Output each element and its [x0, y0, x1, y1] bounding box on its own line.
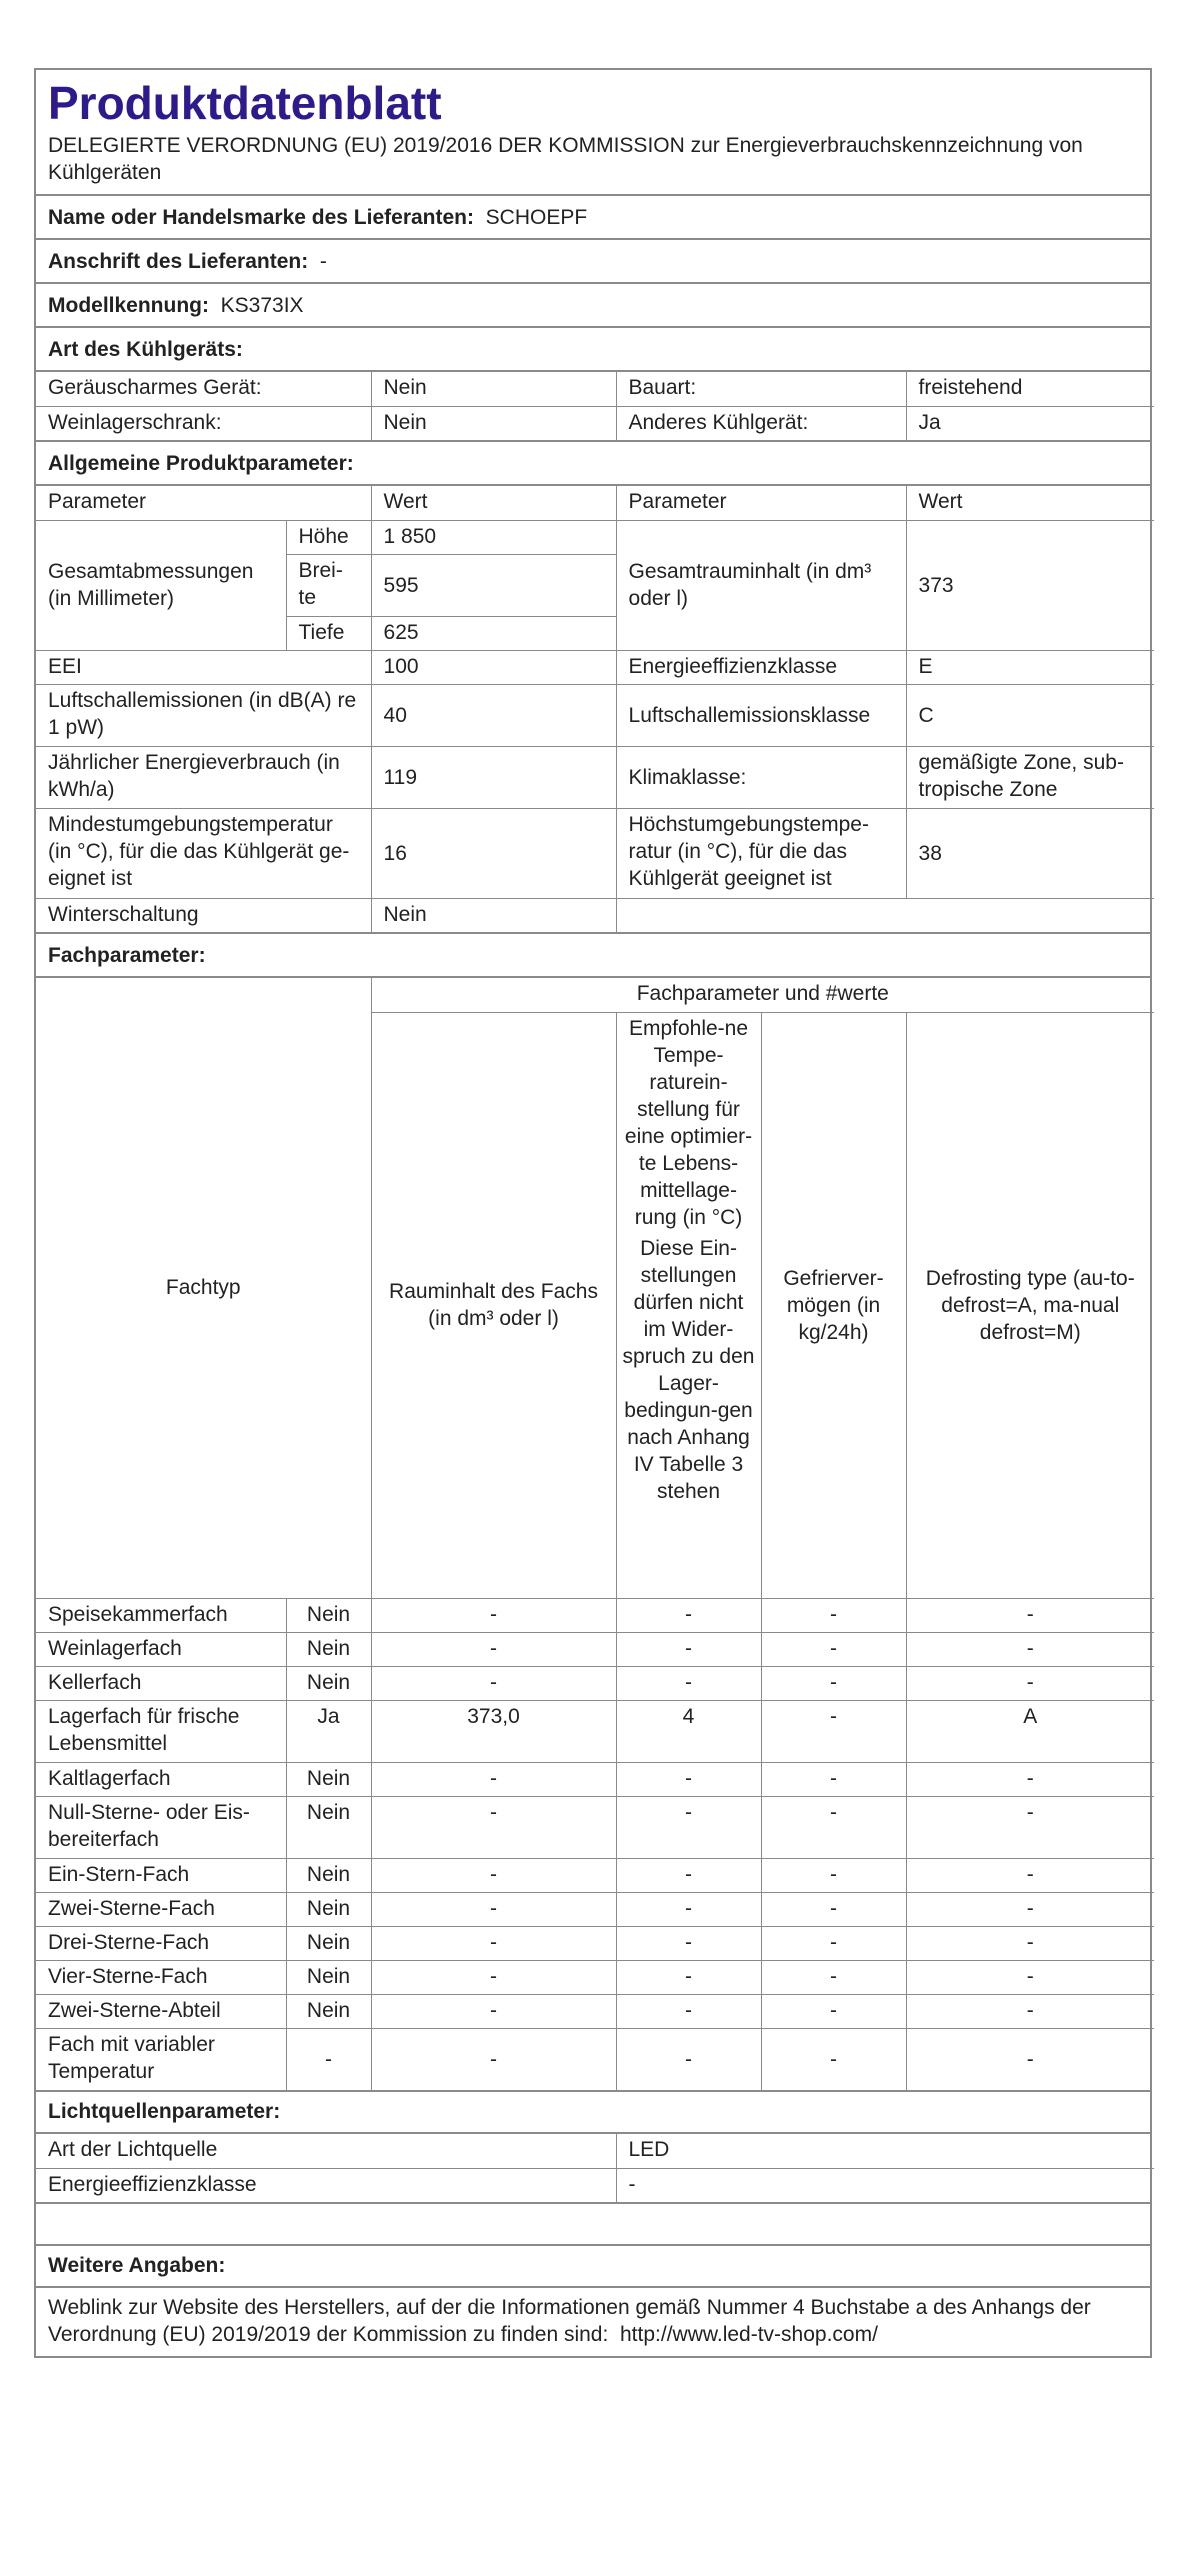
compartment-section-heading: Fachparameter: — [36, 934, 1150, 978]
compartment-volume: - — [371, 1858, 616, 1892]
light-label: Art der Lichtquelle — [36, 2134, 616, 2168]
winter-row — [36, 898, 1154, 932]
spacer-row — [36, 2204, 1150, 2246]
header-defrost: Defrosting type (au-to-defrost=A, ma-nual defrost=M) — [906, 1012, 1154, 1598]
param-value: E — [906, 650, 1154, 684]
header-parameter: Parameter — [36, 486, 371, 520]
compartment-name: Ein-Stern-Fach — [36, 1858, 286, 1892]
compartment-table — [36, 978, 1150, 2092]
compartment-name: Lagerfach für frische Lebensmittel — [36, 1700, 286, 1762]
light-label: Energieeffizienzklasse — [36, 2168, 616, 2202]
type-section-heading: Art des Kühlgeräts: — [36, 328, 1150, 372]
compartment-temp: - — [616, 1598, 761, 1632]
supplier-row — [36, 196, 1150, 240]
compartment-freeze: - — [761, 1598, 906, 1632]
compartment-group-row — [36, 978, 1154, 1012]
header-temp-cell — [616, 1012, 761, 1598]
light-value: LED — [616, 2134, 1154, 2168]
type-table — [36, 372, 1150, 442]
manufacturer-link[interactable]: http://www.led-tv-shop.com/ — [620, 2323, 878, 2346]
general-header-row — [36, 486, 1154, 520]
param-value: 100 — [371, 650, 616, 684]
volume-label: Gesamtrauminhalt (in dm³ oder l) — [616, 520, 906, 650]
param-value: C — [906, 684, 1154, 746]
header-block — [36, 70, 1150, 196]
compartment-present: Nein — [286, 1892, 371, 1926]
type-row — [36, 372, 1154, 406]
compartment-freeze: - — [761, 1700, 906, 1762]
param-value: 16 — [371, 808, 616, 898]
general-row — [36, 746, 1154, 808]
compartment-defrost: - — [906, 1858, 1154, 1892]
width-label: Brei-te — [286, 554, 371, 616]
page-subtitle: DELEGIERTE VERORDNUNG (EU) 2019/2016 DER KOMMISSION zur Energieverbrauchskennzeichnung von Kühlgeräten — [48, 134, 1083, 184]
compartment-present: Nein — [286, 1632, 371, 1666]
type-label: Geräuscharmes Gerät: — [36, 372, 371, 406]
compartment-name: Kaltlagerfach — [36, 1762, 286, 1796]
compartment-volume: - — [371, 2028, 616, 2090]
compartment-temp: - — [616, 1892, 761, 1926]
compartment-freeze: - — [761, 1858, 906, 1892]
param-value: 40 — [371, 684, 616, 746]
compartment-row — [36, 1598, 1154, 1632]
param-value: gemäßigte Zone, sub-tropische Zone — [906, 746, 1154, 808]
compartment-present: Nein — [286, 1858, 371, 1892]
light-row — [36, 2168, 1154, 2202]
compartment-present: Nein — [286, 1598, 371, 1632]
light-table — [36, 2134, 1150, 2204]
compartment-row — [36, 1858, 1154, 1892]
compartment-freeze: - — [761, 1892, 906, 1926]
header-value: Wert — [371, 486, 616, 520]
address-row — [36, 240, 1150, 284]
compartment-temp: - — [616, 1796, 761, 1858]
compartment-defrost: - — [906, 1994, 1154, 2028]
compartment-temp: - — [616, 1666, 761, 1700]
compartment-volume: - — [371, 1632, 616, 1666]
compartment-row — [36, 2028, 1154, 2090]
compartment-row — [36, 1762, 1154, 1796]
header-volume: Rauminhalt des Fachs (in dm³ oder l) — [371, 1012, 616, 1598]
param-value: 38 — [906, 808, 1154, 898]
general-row — [36, 808, 1154, 898]
compartment-freeze: - — [761, 1632, 906, 1666]
compartment-freeze: - — [761, 1960, 906, 1994]
more-section-heading: Weitere Angaben: — [36, 2246, 1150, 2288]
compartment-defrost: - — [906, 1796, 1154, 1858]
compartment-row — [36, 1994, 1154, 2028]
type-value: Ja — [906, 406, 1154, 440]
header-temp-note: Diese Ein-stellungen dürfen nicht im Wider-spruch zu den Lager-bedingun-gen nach Anhang IV Tabelle 3 stehen — [622, 1236, 755, 1503]
compartment-name: Zwei-Sterne-Abteil — [36, 1994, 286, 2028]
compartment-freeze: - — [761, 1796, 906, 1858]
compartment-defrost: - — [906, 1762, 1154, 1796]
compartment-present: - — [286, 2028, 371, 2090]
general-table — [36, 486, 1150, 934]
winter-label: Winterschaltung — [36, 898, 371, 932]
compartment-present: Ja — [286, 1700, 371, 1762]
more-info-block — [36, 2288, 1150, 2356]
compartment-name: Speisekammerfach — [36, 1598, 286, 1632]
type-label: Weinlagerschrank: — [36, 406, 371, 440]
compartment-temp: - — [616, 2028, 761, 2090]
compartment-volume: - — [371, 1994, 616, 2028]
param-label: Energieeffizienzklasse — [616, 650, 906, 684]
type-value: Nein — [371, 406, 616, 440]
header-parameter: Parameter — [616, 486, 906, 520]
param-label: Jährlicher Energieverbrauch (in kWh/a) — [36, 746, 371, 808]
compartment-volume: - — [371, 1598, 616, 1632]
compartment-name: Drei-Sterne-Fach — [36, 1926, 286, 1960]
type-value: Nein — [371, 372, 616, 406]
compartment-row — [36, 1960, 1154, 1994]
compartment-temp: - — [616, 1858, 761, 1892]
header-temp: Empfohle-ne Tempe-raturein-stellung für eine optimier-te Lebens-mittellage-rung (in °C) — [624, 1016, 753, 1229]
compartment-row — [36, 1632, 1154, 1666]
type-row — [36, 406, 1154, 440]
general-row — [36, 650, 1154, 684]
depth-label: Tiefe — [286, 616, 371, 650]
winter-value: Nein — [371, 898, 616, 932]
compartment-volume: - — [371, 1926, 616, 1960]
type-label: Bauart: — [616, 372, 906, 406]
light-section-heading: Lichtquellenparameter: — [36, 2092, 1150, 2134]
compartment-freeze: - — [761, 1762, 906, 1796]
supplier-value: SCHOEPF — [485, 206, 588, 229]
page-title: Produktdatenblatt — [48, 77, 442, 129]
compartment-temp: - — [616, 1960, 761, 1994]
compartment-volume: - — [371, 1762, 616, 1796]
header-freeze: Gefrierver-mögen (in kg/24h) — [761, 1012, 906, 1598]
model-value: KS373IX — [220, 294, 304, 317]
compartment-volume: - — [371, 1960, 616, 1994]
header-group: Fachparameter und #werte — [371, 978, 1154, 1012]
compartment-freeze: - — [761, 1926, 906, 1960]
compartment-temp: - — [616, 1926, 761, 1960]
compartment-name: Kellerfach — [36, 1666, 286, 1700]
param-label: Luftschallemissionen (in dB(A) re 1 pW) — [36, 684, 371, 746]
param-label: Luftschallemissionsklasse — [616, 684, 906, 746]
height-label: Höhe — [286, 520, 371, 554]
model-label: Modellkennung: — [48, 294, 209, 317]
compartment-name: Weinlagerfach — [36, 1632, 286, 1666]
compartment-row — [36, 1926, 1154, 1960]
general-section-heading: Allgemeine Produktparameter: — [36, 442, 1150, 486]
height-value: 1 850 — [371, 520, 616, 554]
width-value: 595 — [371, 554, 616, 616]
volume-value: 373 — [906, 520, 1154, 650]
general-row — [36, 684, 1154, 746]
compartment-present: Nein — [286, 1926, 371, 1960]
compartment-row — [36, 1666, 1154, 1700]
address-label: Anschrift des Lieferanten: — [48, 250, 309, 273]
address-value: - — [319, 250, 327, 273]
compartment-name: Zwei-Sterne-Fach — [36, 1892, 286, 1926]
compartment-defrost: - — [906, 1926, 1154, 1960]
more-info-text: Weblink zur Website des Herstellers, auf der die Informationen gemäß Nummer 4 Buchstabe a des Anhangs der Verordnung (EU) 2019/2019 der Kommission zu finden sind: — [48, 2296, 1091, 2346]
compartment-temp: 4 — [616, 1700, 761, 1762]
compartment-name: Vier-Sterne-Fach — [36, 1960, 286, 1994]
compartment-name: Null-Sterne- oder Eis-bereiterfach — [36, 1796, 286, 1858]
type-value: freistehend — [906, 372, 1154, 406]
model-row — [36, 284, 1150, 328]
type-label: Anderes Kühlgerät: — [616, 406, 906, 440]
depth-value: 625 — [371, 616, 616, 650]
param-label: Höchstumgebungstempe-ratur (in °C), für die das Kühlgerät geeignet ist — [616, 808, 906, 898]
compartment-present: Nein — [286, 1994, 371, 2028]
compartment-defrost: - — [906, 1892, 1154, 1926]
compartment-temp: - — [616, 1762, 761, 1796]
compartment-defrost: A — [906, 1700, 1154, 1762]
compartment-volume: - — [371, 1666, 616, 1700]
compartment-freeze: - — [761, 2028, 906, 2090]
param-label: EEI — [36, 650, 371, 684]
compartment-temp: - — [616, 1632, 761, 1666]
compartment-temp: - — [616, 1994, 761, 2028]
empty-cell — [616, 898, 1154, 932]
header-value: Wert — [906, 486, 1154, 520]
compartment-freeze: - — [761, 1666, 906, 1700]
param-value: 119 — [371, 746, 616, 808]
compartment-freeze: - — [761, 1994, 906, 2028]
compartment-present: Nein — [286, 1762, 371, 1796]
compartment-defrost: - — [906, 1960, 1154, 1994]
dimensions-label: Gesamtabmessungen (in Millimeter) — [36, 520, 286, 650]
compartment-row — [36, 1796, 1154, 1858]
compartment-defrost: - — [906, 1632, 1154, 1666]
compartment-name: Fach mit variabler Temperatur — [36, 2028, 286, 2090]
compartment-present: Nein — [286, 1960, 371, 1994]
product-data-sheet — [34, 68, 1152, 2358]
compartment-defrost: - — [906, 2028, 1154, 2090]
compartment-defrost: - — [906, 1598, 1154, 1632]
compartment-volume: - — [371, 1796, 616, 1858]
supplier-label: Name oder Handelsmarke des Lieferanten: — [48, 206, 474, 229]
compartment-present: Nein — [286, 1796, 371, 1858]
light-row — [36, 2134, 1154, 2168]
param-label: Klimaklasse: — [616, 746, 906, 808]
param-label: Mindestumgebungstemperatur (in °C), für die das Kühlgerät ge-eignet ist — [36, 808, 371, 898]
dimensions-row — [36, 520, 1154, 554]
compartment-row — [36, 1892, 1154, 1926]
compartment-defrost: - — [906, 1666, 1154, 1700]
compartment-volume: - — [371, 1892, 616, 1926]
compartment-present: Nein — [286, 1666, 371, 1700]
compartment-volume: 373,0 — [371, 1700, 616, 1762]
light-value: - — [616, 2168, 1154, 2202]
compartment-row — [36, 1700, 1154, 1762]
header-type: Fachtyp — [36, 978, 371, 1598]
